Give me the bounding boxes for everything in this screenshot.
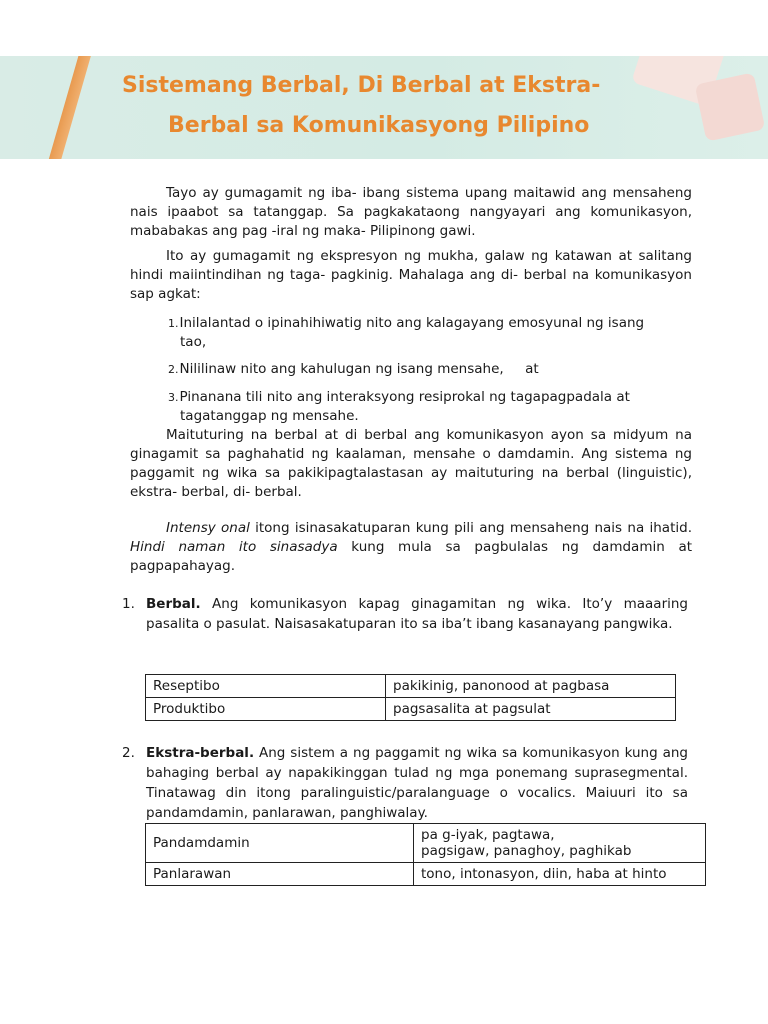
section-body — [122, 743, 688, 823]
table-row — [146, 675, 676, 698]
title-line-2: Berbal sa Komunikasyong Pilipino — [168, 113, 590, 138]
table-cell: Produktibo — [146, 698, 386, 721]
table-cell: pagsasalita at pagsulat — [386, 698, 676, 721]
p4-text-2: kung mula sa pagbulalas ng damdamin at pagpapahayag. — [130, 539, 693, 574]
italic-term-1: Intensy onal — [166, 520, 250, 536]
table-cell — [414, 824, 706, 863]
table-cell-line-2: pagsigaw, panaghoy, paghikab — [421, 843, 632, 859]
section-number: 2. — [122, 745, 135, 761]
table-cell: Pandamdamin — [146, 824, 414, 863]
p4-text-1: itong isinasakatuparan kung pili ang mensaheng nais na ihatid. — [249, 520, 692, 536]
table-cell: pakikinig, panonood at pagbasa — [386, 675, 676, 698]
list-number: 2. — [168, 363, 179, 376]
italic-term-2: Hindi naman ito sinasadya — [130, 539, 338, 555]
list-number: 1. — [168, 317, 179, 330]
section-text: Ang komunikasyon kapag ginagamitan ng wika. Ito’y maaaring pasalita o pasulat. Naisasakatuparan ito sa iba’t ibang kasanayang pangwika. — [146, 596, 688, 632]
eraser-decoration-2 — [695, 72, 766, 141]
page-title — [122, 66, 642, 146]
table-row — [146, 863, 706, 886]
table-cell: tono, intonasyon, diin, haba at hinto — [414, 863, 706, 886]
section-text: Ang sistem a ng paggamit ng wika sa komunikasyon kung ang bahaging berbal ay napakikinggan tulad ng mga ponemang suprasegmental. Tinatawag din itong paralinguistic/paralanguage o vocalics. Maiuuri ito sa pandamdamin, panlarawan, panghiwalay. — [146, 745, 688, 821]
list-text-cont: tagatanggap ng mensahe. — [180, 408, 359, 424]
table-row — [146, 824, 706, 863]
list-text: Nililinaw nito ang kahulugan ng isang mensahe, at — [179, 361, 539, 377]
list-text-cont: tao, — [180, 334, 207, 350]
list-text: Pinanana tili nito ang interaksyong resiprokal ng tagapagpadala at — [179, 389, 630, 405]
list-item — [168, 388, 688, 426]
section-number: 1. — [122, 596, 135, 612]
body-paragraph-4 — [130, 519, 692, 576]
title-banner — [0, 56, 768, 159]
intro-paragraph-2: Ito ay gumagamit ng ekspresyon ng mukha, galaw ng katawan at salitang hindi maiintindihan ng taga- pagkinig. Mahalaga ang di- berbal na komunikasyon sap agkat: — [130, 248, 692, 302]
section-heading: Ekstra-berbal. — [146, 745, 255, 761]
intro-paragraph-1: Tayo ay gumagamit ng iba- ibang sistema upang maitawid ang mensaheng nais ipaabot sa tatanggap. Sa pagkakataong nangyayari ang komunikasyon, mababakas ang pag -iral ng maka- Pilipinong gawi. — [130, 185, 692, 239]
table-row — [146, 698, 676, 721]
section-berbal — [122, 594, 688, 634]
title-line-1: Sistemang Berbal, Di Berbal at Ekstra- — [122, 73, 601, 98]
berbal-table — [145, 674, 676, 721]
list-number: 3. — [168, 391, 179, 404]
section-body — [122, 594, 688, 634]
table-cell-line-1: pa g-iyak, pagtawa, — [421, 827, 555, 843]
table-cell: Panlarawan — [146, 863, 414, 886]
ekstra-berbal-table — [145, 823, 706, 886]
list-item — [168, 360, 688, 379]
section-heading: Berbal. — [146, 596, 201, 612]
section-ekstra-berbal — [122, 743, 688, 823]
table-cell: Reseptibo — [146, 675, 386, 698]
list-item — [168, 314, 688, 352]
list-text: Inilalantad o ipinahihiwatig nito ang kalagayang emosyunal ng isang — [179, 315, 645, 331]
pencil-decoration — [43, 56, 93, 159]
body-paragraph-3: Maituturing na berbal at di berbal ang komunikasyon ayon sa midyum na ginagamit sa paghahatid ng kaalaman, mensahe o damdamin. Ang sistema ng paggamit ng wika sa pakikipagtalastasan ay maituturing na berbal (linguistic), ekstra- berbal, di- berbal. — [130, 427, 692, 500]
